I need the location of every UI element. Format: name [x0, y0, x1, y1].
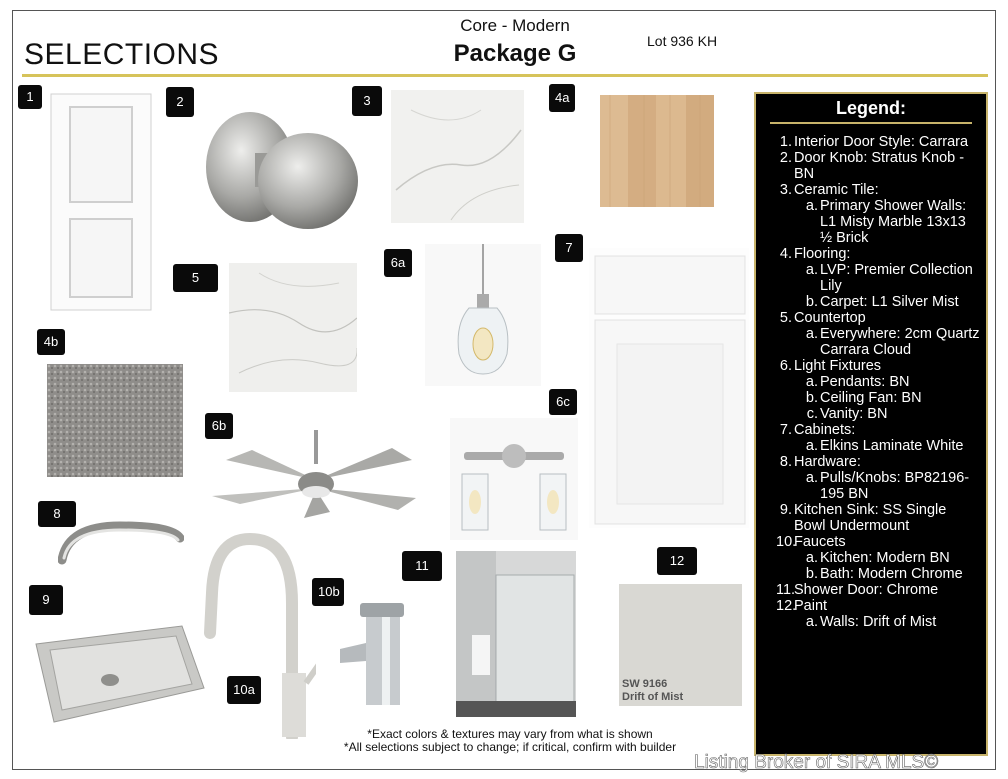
- legend-item: [776, 582, 980, 598]
- legend-subitem-letter: a.: [805, 374, 818, 390]
- badge-3: 3: [352, 86, 382, 116]
- badge-9: 9: [29, 585, 63, 615]
- legend-subitem: [805, 326, 980, 358]
- kitchen-faucet-image: [196, 533, 316, 739]
- legend-item-text: Flooring:: [794, 246, 851, 262]
- shower-door-image: [456, 551, 576, 717]
- badge-6c: 6c: [549, 389, 577, 415]
- legend-item-number: 4.: [779, 246, 792, 262]
- legend-subitem: [805, 566, 980, 582]
- legend-item-number: 12.: [776, 598, 797, 614]
- page-title: SELECTIONS: [24, 38, 220, 71]
- legend-sublist: [792, 262, 980, 310]
- legend-item-text: Shower Door: Chrome: [794, 582, 939, 598]
- legend-subitem-letter: a.: [805, 326, 818, 342]
- legend-subitem-letter: b.: [805, 294, 818, 310]
- legend-sublist: [792, 470, 980, 502]
- legend-item-text: Paint: [794, 598, 828, 614]
- legend-subitem-text: Vanity: BN: [820, 406, 888, 422]
- legend-item-text: Cabinets:: [794, 422, 856, 438]
- badge-6a: 6a: [384, 249, 412, 277]
- cabinet-pull-image: [58, 516, 184, 566]
- legend-item-number: 1.: [779, 134, 792, 150]
- paint-name: Drift of Mist: [622, 691, 684, 703]
- badge-5: 5: [173, 264, 218, 292]
- legend-subitem: [805, 262, 980, 294]
- badge-4a: 4a: [549, 84, 575, 112]
- legend-subitem-letter: a.: [805, 438, 818, 454]
- legend-panel: [754, 92, 988, 756]
- legend-subitem: [805, 198, 980, 246]
- pendant-light-image: [425, 244, 541, 386]
- legend-subitem: [805, 438, 980, 454]
- legend-sublist: [792, 614, 980, 630]
- legend-item-number: 6.: [779, 358, 792, 374]
- legend-item: [779, 422, 980, 454]
- legend-subitem-text: Everywhere: 2cm Quartz Carrara Cloud: [820, 326, 980, 358]
- legend-item-text: Light Fixtures: [794, 358, 882, 374]
- badge-6b: 6b: [205, 413, 233, 439]
- legend-item-number: 11.: [776, 582, 796, 598]
- disclaimer-notes: [300, 728, 720, 754]
- legend-subitem-text: LVP: Premier Collection Lily: [820, 262, 973, 294]
- legend-subitem: [805, 550, 980, 566]
- vanity-light-image: [450, 418, 578, 540]
- mls-watermark: Listing Broker of SIRA MLS©: [694, 752, 939, 773]
- legend-item-text: Countertop: [794, 310, 866, 326]
- ceiling-fan-image: [212, 430, 418, 518]
- legend-item: [779, 310, 980, 358]
- legend-item: [776, 534, 980, 582]
- legend-subitem-text: Primary Shower Walls: L1 Misty Marble 13x13 ½ Brick: [820, 198, 967, 246]
- legend-subitem-letter: b.: [805, 390, 818, 406]
- legend-item-number: 2.: [779, 150, 792, 166]
- legend-subitem-text: Carpet: L1 Silver Mist: [820, 294, 959, 310]
- lot-number: Lot 936 KH: [647, 33, 718, 49]
- door-knob-image: [200, 105, 360, 235]
- legend-item-text: Kitchen Sink: SS Single Bowl Undermount: [794, 502, 947, 534]
- badge-12: 12: [657, 547, 697, 575]
- legend-item: [776, 598, 980, 630]
- legend-item-number: 9.: [779, 502, 792, 518]
- legend-subitem: [806, 406, 980, 422]
- legend-subitem: [805, 390, 980, 406]
- legend-sublist: [792, 438, 980, 454]
- legend-subitem-letter: a.: [805, 550, 818, 566]
- badge-11: 11: [402, 551, 442, 581]
- legend-subitem-text: Ceiling Fan: BN: [820, 390, 922, 406]
- ceramic-tile-image: [391, 90, 524, 223]
- legend-subitem-text: Kitchen: Modern BN: [820, 550, 950, 566]
- legend-item: [779, 182, 980, 246]
- package-name: Package G: [453, 40, 577, 67]
- legend-subitem-letter: a.: [805, 198, 818, 214]
- legend-item-number: 5.: [779, 310, 792, 326]
- legend-item-text: Ceramic Tile:: [794, 182, 879, 198]
- legend-subitem-text: Pendants: BN: [820, 374, 910, 390]
- legend-item: [779, 502, 980, 534]
- legend-item-number: 8.: [779, 454, 792, 470]
- kitchen-sink-image: [32, 622, 206, 726]
- legend-subitem: [805, 294, 980, 310]
- legend-list: [756, 134, 986, 630]
- badge-1: 1: [18, 85, 42, 109]
- badge-4b: 4b: [37, 329, 65, 355]
- legend-title: Legend:: [836, 98, 906, 118]
- legend-subitem-letter: a.: [805, 470, 818, 486]
- legend-item-number: 3.: [779, 182, 792, 198]
- legend-subitem-letter: c.: [806, 406, 818, 422]
- countertop-image: [229, 263, 357, 392]
- legend-sublist: [792, 374, 980, 422]
- legend-item-text: Interior Door Style: Carrara: [794, 134, 969, 150]
- disclaimer-colors: *Exact colors & textures may vary from what is shown: [367, 727, 653, 741]
- legend-item-number: 7.: [779, 422, 792, 438]
- badge-7: 7: [555, 234, 583, 262]
- legend-subitem-text: Bath: Modern Chrome: [820, 566, 963, 582]
- legend-item: [779, 150, 980, 182]
- legend-subitem-letter: a.: [805, 614, 818, 630]
- legend-subitem: [805, 470, 980, 502]
- legend-subitem-text: Walls: Drift of Mist: [820, 614, 937, 630]
- legend-item: [779, 134, 980, 150]
- badge-2: 2: [166, 87, 194, 117]
- legend-subitem: [805, 374, 980, 390]
- legend-sublist: [792, 198, 980, 246]
- interior-door-image: [50, 93, 152, 311]
- collection-name: Core - Modern: [460, 16, 570, 35]
- paint-label: [622, 678, 683, 704]
- lvp-flooring-image: [600, 95, 714, 207]
- carpet-image: [47, 364, 183, 477]
- paint-code: SW 9166: [622, 678, 668, 690]
- header-divider: [22, 74, 988, 77]
- legend-subitem-letter: b.: [805, 566, 818, 582]
- badge-10a: 10a: [227, 676, 261, 704]
- legend-item-text: Door Knob: Stratus Knob - BN: [794, 150, 965, 182]
- legend-subitem-text: Elkins Laminate White: [820, 438, 964, 454]
- legend-divider: [770, 122, 972, 124]
- legend-sublist: [792, 550, 980, 582]
- legend-item: [779, 454, 980, 502]
- legend-subitem-text: Pulls/Knobs: BP82196-195 BN: [820, 470, 970, 502]
- legend-subitem-letter: a.: [805, 262, 818, 278]
- legend-item: [779, 358, 980, 422]
- cabinet-image: [589, 248, 749, 528]
- disclaimer-changes: *All selections subject to change; if critical, confirm with builder: [343, 740, 677, 754]
- legend-subitem: [805, 614, 980, 630]
- legend-item-text: Faucets: [794, 534, 846, 550]
- bath-faucet-image: [336, 603, 408, 707]
- badge-10b: 10b: [312, 578, 344, 606]
- legend-item: [779, 246, 980, 310]
- legend-item-number: 10.: [776, 534, 797, 550]
- badge-8: 8: [38, 501, 76, 527]
- legend-item-text: Hardware:: [794, 454, 861, 470]
- legend-sublist: [792, 326, 980, 358]
